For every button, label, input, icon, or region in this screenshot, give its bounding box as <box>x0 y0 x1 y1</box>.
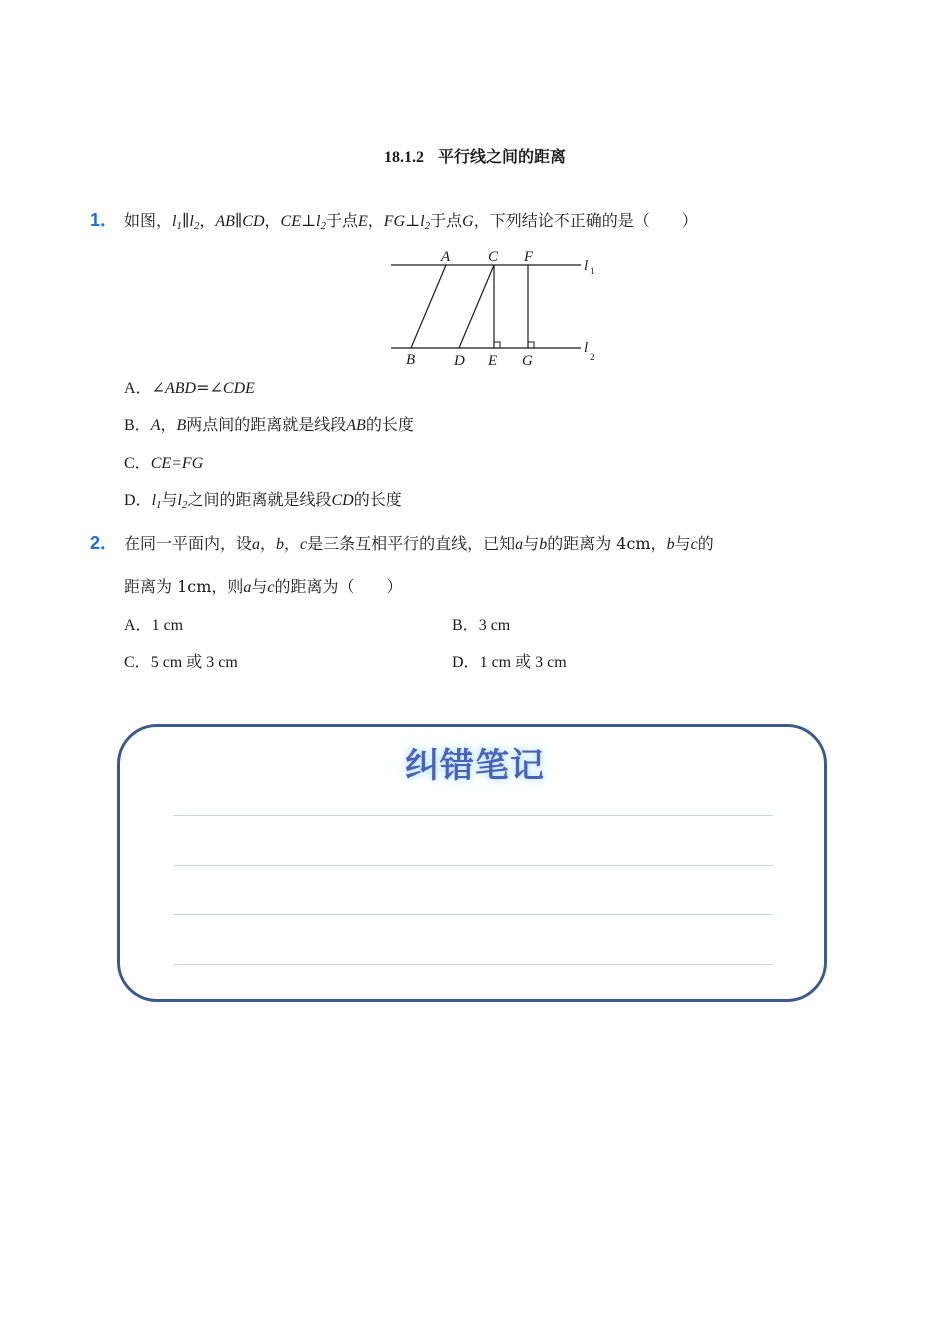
math-var: l <box>420 213 425 230</box>
math-sub: 2 <box>424 220 431 232</box>
option-text: =∠ <box>196 378 223 397</box>
notes-ruled-line[interactable] <box>173 865 773 866</box>
stem-text: 于点 <box>430 211 463 230</box>
right-angle-mark-e <box>494 342 500 348</box>
q1-option-c[interactable] <box>124 452 203 475</box>
math-var: a <box>515 536 524 553</box>
q2-option-b[interactable] <box>452 614 510 637</box>
question-number: 2． <box>90 533 119 553</box>
question-number: 1． <box>90 210 119 230</box>
stem-text: ∥ <box>234 211 243 230</box>
line-label-l1: l <box>584 258 589 274</box>
point-label-e: E <box>488 353 498 369</box>
math-var: ABD <box>164 380 197 397</box>
stem-text: 是三条互相平行的直线，已知 <box>307 534 516 553</box>
stem-text: ∥ <box>181 211 190 230</box>
option-label: A． <box>124 380 152 397</box>
math-sub: 2 <box>320 220 326 232</box>
math-var: AB <box>346 417 366 434</box>
segment-cd <box>459 265 494 348</box>
notes-ruled-line[interactable] <box>173 964 773 965</box>
notes-ruled-line[interactable] <box>173 815 773 816</box>
segment-ab <box>411 265 446 348</box>
option-text: ， <box>160 415 177 434</box>
math-var: a <box>252 536 261 553</box>
option-label: C． <box>124 654 151 671</box>
stem-text: 于点 <box>325 211 358 230</box>
question-stem <box>124 211 698 230</box>
stem-text: ⊥ <box>300 211 317 230</box>
option-text: 3 cm <box>478 617 511 634</box>
point-label-f: F <box>524 249 534 265</box>
section-title: 平行线之间的距离 <box>437 147 566 166</box>
stem-text: 与 <box>251 577 268 596</box>
stem-text: 的距离为 4cm， <box>547 534 667 553</box>
q1-option-d[interactable] <box>124 489 402 516</box>
math-sub: 2 <box>193 220 200 232</box>
math-var: l <box>151 492 157 509</box>
stem-text: ⊥ <box>405 211 421 230</box>
math-var: c <box>690 536 698 553</box>
q2-option-a[interactable] <box>124 614 183 637</box>
question-2 <box>90 532 714 556</box>
math-var: c <box>267 579 275 596</box>
line-label-l2-sub: 2 <box>590 352 595 362</box>
stem-text: ， <box>264 211 281 230</box>
line-label-l1-sub: 1 <box>590 266 595 276</box>
stem-text: 与 <box>523 534 540 553</box>
option-text: 之间的距离就是线段 <box>187 490 332 509</box>
stem-text: 距离为 1cm，则 <box>124 577 244 596</box>
option-text: ∠ <box>151 378 165 397</box>
stem-text: 的距离为（ ） <box>274 577 403 596</box>
parallel-lines-diagram <box>385 245 605 370</box>
stem-text: 如图， <box>124 211 173 230</box>
q2-option-d[interactable] <box>452 651 567 674</box>
stem-text: ， <box>367 211 384 230</box>
q2-option-c[interactable] <box>124 651 238 674</box>
q1-option-a[interactable] <box>124 377 255 400</box>
question-1 <box>90 209 698 237</box>
option-text: 1 cm 或 3 cm <box>479 654 567 671</box>
point-label-c: C <box>488 249 499 265</box>
question-2-stem-continued <box>124 576 403 599</box>
math-var: CD <box>331 492 354 509</box>
math-var: B <box>176 417 187 434</box>
notes-ruled-line[interactable] <box>173 914 773 915</box>
math-var: CE <box>280 213 301 230</box>
option-label: B． <box>124 417 151 434</box>
option-text: 5 cm 或 3 cm <box>150 654 238 671</box>
point-label-d: D <box>454 353 465 369</box>
option-text: 1 cm <box>151 617 184 634</box>
math-var: a <box>243 579 252 596</box>
math-var: b <box>539 536 548 553</box>
math-var: E <box>357 213 368 230</box>
point-label-g: G <box>522 353 533 369</box>
math-var: A <box>150 417 161 434</box>
math-var: CD <box>242 213 265 230</box>
right-angle-mark-g <box>528 342 534 348</box>
math-sub: 2 <box>181 499 188 511</box>
q1-option-b[interactable] <box>124 414 414 437</box>
math-var: AB <box>215 213 235 230</box>
option-text: 的长度 <box>365 415 414 434</box>
page-title <box>0 144 950 167</box>
math-var: l <box>189 213 194 230</box>
stem-text: ， <box>260 534 277 553</box>
math-var: CDE <box>222 380 255 397</box>
math-var: b <box>666 536 675 553</box>
math-var: l <box>177 492 182 509</box>
section-number: 18.1.2 <box>383 149 424 166</box>
math-var: l <box>172 213 177 230</box>
math-var: G <box>462 213 474 230</box>
math-var: l <box>316 213 321 230</box>
math-sub: 1 <box>156 499 162 511</box>
stem-text: ，下列结论不正确的是（ ） <box>473 211 698 230</box>
option-text: 的长度 <box>353 490 402 509</box>
option-label: C． <box>124 455 151 472</box>
math-var: CE=FG <box>150 455 204 472</box>
option-label: B． <box>452 617 479 634</box>
option-label: A． <box>124 617 152 634</box>
point-label-a: A <box>441 249 451 265</box>
stem-text: 在同一平面内，设 <box>124 534 253 553</box>
option-label: D． <box>452 654 480 671</box>
option-label: D． <box>124 492 152 509</box>
line-label-l2: l <box>584 340 589 356</box>
math-var: b <box>276 536 285 553</box>
notes-title: 纠错笔记 <box>405 746 545 786</box>
question-stem <box>124 534 714 553</box>
point-label-b: B <box>406 352 416 368</box>
option-text: 与 <box>161 490 178 509</box>
math-var: FG <box>383 213 406 230</box>
stem-text: ， <box>284 534 301 553</box>
stem-text: ， <box>199 211 216 230</box>
math-sub: 1 <box>176 220 182 232</box>
stem-text: 与 <box>674 534 691 553</box>
option-text: 两点间的距离就是线段 <box>186 415 347 434</box>
math-var: c <box>300 536 308 553</box>
stem-text: 的 <box>697 534 714 553</box>
